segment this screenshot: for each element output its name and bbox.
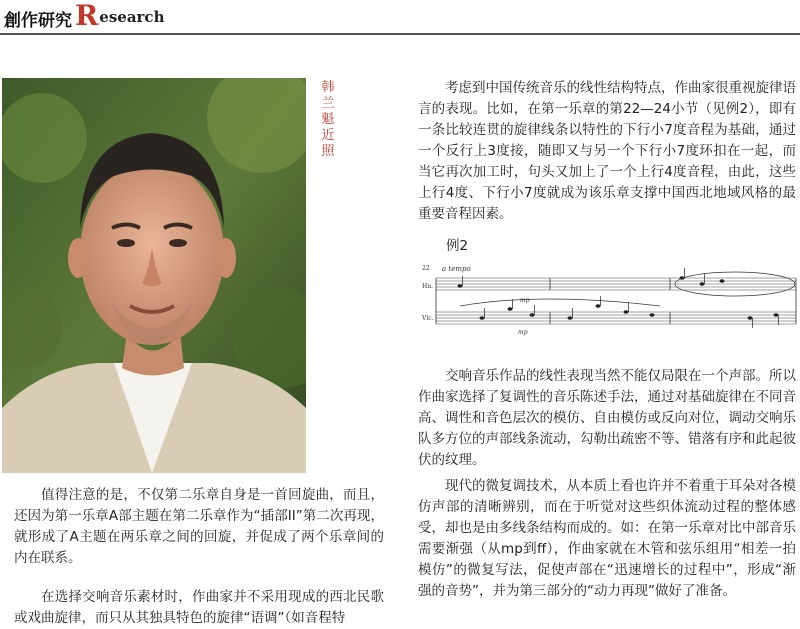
right-paragraph-1: 考虑到中国传统音乐的线性结构特点，作曲家很重视旋律语言的表现。比如，在第一乐章的第22—24小节（见例2），即有一条比较连贯的旋律线条以特性的下行小7度音程为基础，通过一个反行上3度接，随即又与另一个下行小7度环扣在一起，而当它再次加工时，句头又加上了一个上行4度音程，由此，这些上行4度、下行小7度就成为该乐章支撑中国西北地域风格的最重要音程因素。 (418, 80, 796, 222)
score-dynamic-top: mp (520, 297, 530, 304)
slur (460, 299, 660, 306)
staff-bottom (436, 312, 796, 324)
left-paragraph-1: 值得注意的是，不仅第二乐章自身是一首回旋曲，而且，还因为第一乐章A部主题在第二乐章作为“插部II”第二次再现，就形成了A主题在两乐章之间的回旋，并促成了两个乐章间的内在联系。 (14, 487, 384, 566)
portrait-photo (2, 78, 306, 473)
section-title-initial: R (75, 0, 99, 32)
section-title-rest: esearch (99, 8, 165, 26)
example-label: 例2 (446, 238, 469, 254)
header-rule (0, 33, 800, 35)
score-dynamic-bottom: mp (518, 329, 528, 336)
right-paragraph-3: 现代的微复调技术，从本质上看也许并不着重于耳朵对各模仿声部的清晰辨别，而在于听觉对这些织体流动过程的整体感受，却也是由多线条结构而成的。如：在第一乐章对比中部音乐需要渐强（从mp到ff），作曲家就在木管和弦乐组用“相差一拍模仿”的微复写法，促使声部在“迅速增长的过程中”，形成“渐强的音势”，并为第三部分的“动力再现”做好了准备。 (418, 478, 796, 599)
section-header (0, 0, 800, 36)
left-paragraph-2: 在选择交响音乐素材时，作曲家并不采用现成的西北民歌或戏曲旋律，而只从其独具特色的旋律“语调”（如音程特 (14, 589, 384, 626)
music-score-example (420, 262, 798, 342)
score-staff-bottom-label: Vlc. (422, 315, 434, 322)
staff-top (436, 278, 796, 290)
photo-caption: 韩兰魁近照 (321, 80, 335, 159)
notes (458, 276, 779, 320)
note-stems (463, 268, 779, 328)
score-measure-number: 22 (422, 265, 430, 272)
score-tempo: a tempo (442, 265, 471, 273)
section-title-chinese: 創作研究 (4, 11, 72, 31)
score-staff-top-label: Hn. (422, 283, 434, 290)
music-score (420, 262, 798, 342)
barlines (436, 278, 796, 324)
section-title-english (75, 2, 164, 30)
portrait-illustration (2, 78, 306, 473)
right-paragraph-2: 交响音乐作品的线性表现当然不能仅局限在一个声部。所以作曲家选择了复调性的音乐陈述手法，通过对基础旋律在不同音高、调性和音色层次的模仿、自由模仿或反向对位，调动交响乐队多方位的声部线条流动，勾勒出疏密不等、错落有序和此起彼伏的纹理。 (418, 368, 796, 468)
